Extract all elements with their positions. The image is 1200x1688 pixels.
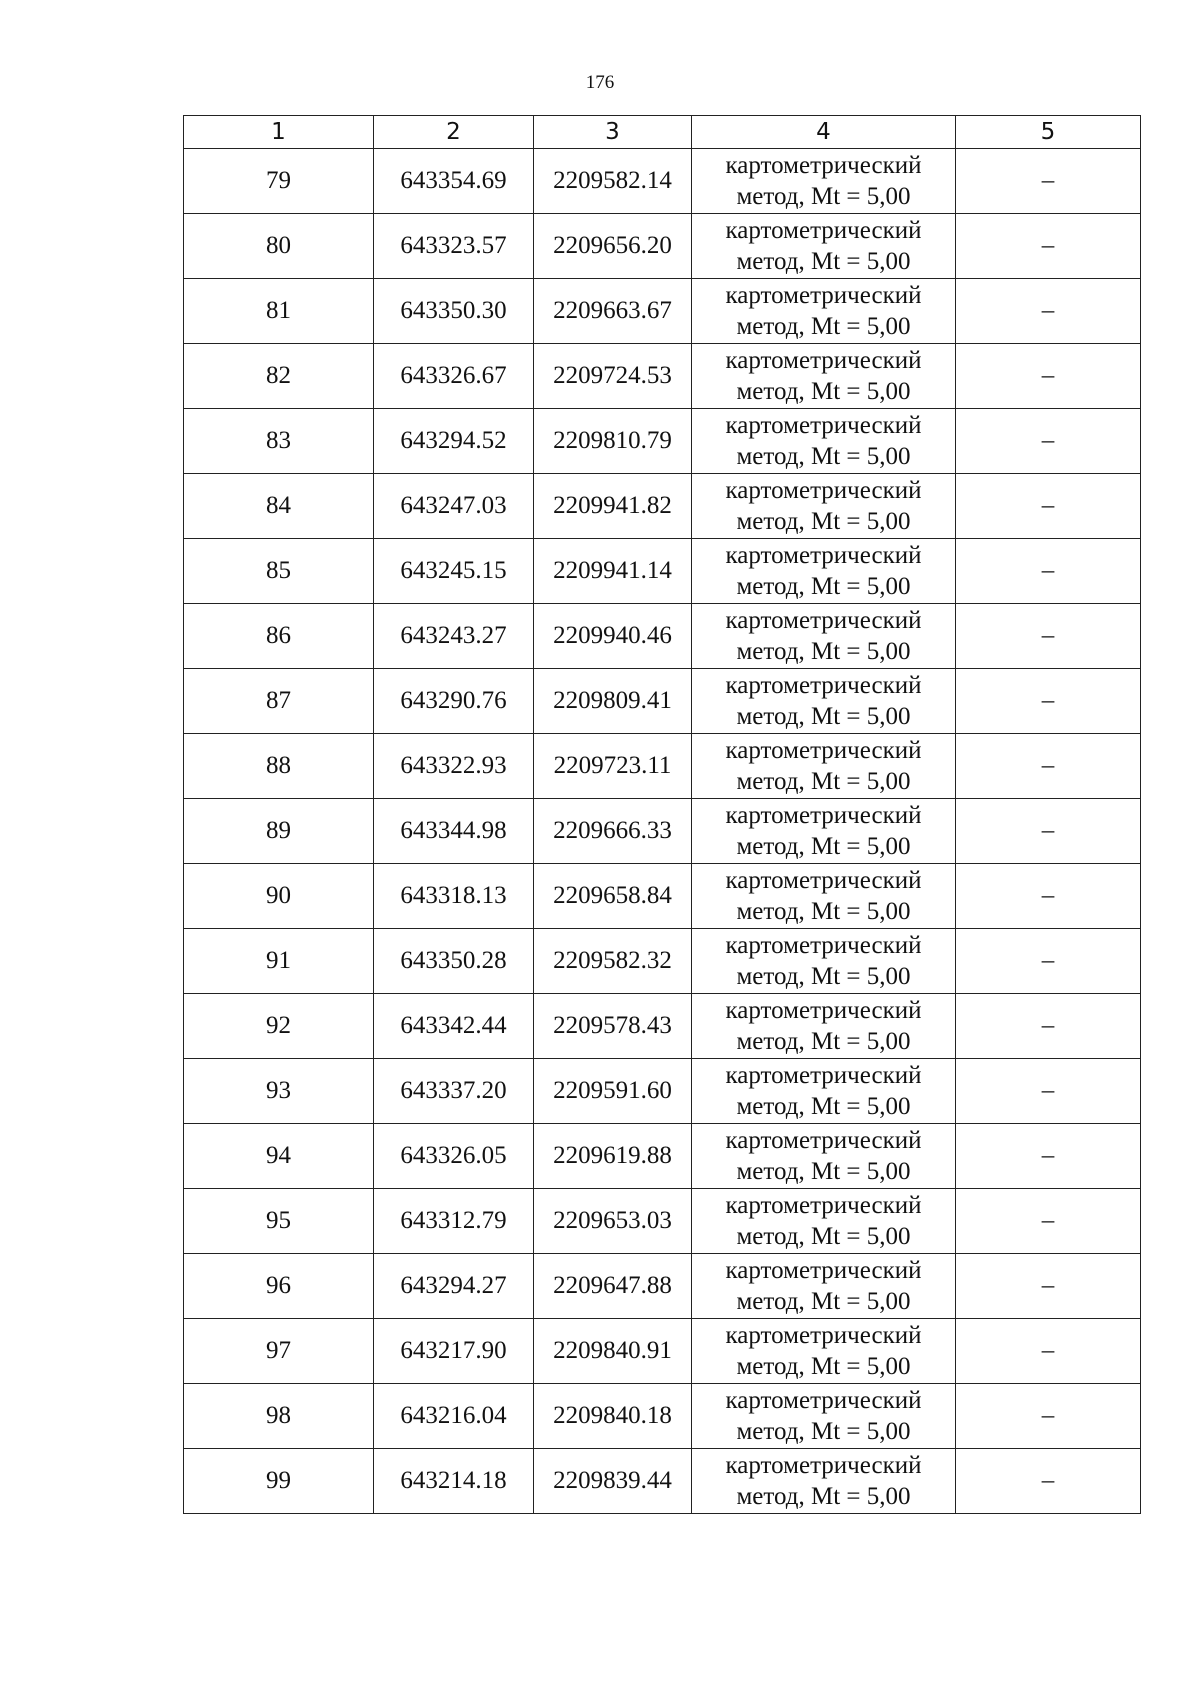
method-line-1: картометрический [725, 217, 922, 244]
header-cell-1: 1 [184, 116, 374, 149]
point-number-cell: 87 [184, 669, 374, 734]
y-coordinate-cell: 2209647.88 [534, 1254, 692, 1319]
note-cell: – [956, 149, 1141, 214]
note-cell: – [956, 929, 1141, 994]
method-line-2: метод, Mt = 5,00 [736, 1288, 911, 1315]
table-header [184, 116, 1141, 149]
note-cell: – [956, 1384, 1141, 1449]
method-cell [692, 409, 956, 474]
method-cell [692, 1254, 956, 1319]
method-cell [692, 604, 956, 669]
method-line-1: картометрический [725, 1192, 922, 1219]
table-row [184, 1319, 1141, 1384]
point-number-cell: 90 [184, 864, 374, 929]
y-coordinate-cell: 2209724.53 [534, 344, 692, 409]
method-line-2: метод, Mt = 5,00 [736, 1158, 911, 1185]
table-row [184, 1384, 1141, 1449]
y-coordinate-cell: 2209653.03 [534, 1189, 692, 1254]
note-cell: – [956, 1319, 1141, 1384]
x-coordinate-cell: 643344.98 [374, 799, 534, 864]
note-cell: – [956, 604, 1141, 669]
x-coordinate-cell: 643326.67 [374, 344, 534, 409]
header-cell-5: 5 [956, 116, 1141, 149]
method-line-2: метод, Mt = 5,00 [736, 898, 911, 925]
y-coordinate-cell: 2209656.20 [534, 214, 692, 279]
point-number-cell: 84 [184, 474, 374, 539]
method-line-2: метод, Mt = 5,00 [736, 443, 911, 470]
x-coordinate-cell: 643350.28 [374, 929, 534, 994]
method-line-1: картометрический [725, 1257, 922, 1284]
method-line-1: картометрический [725, 1322, 922, 1349]
method-line-1: картометрический [725, 282, 922, 309]
method-line-1: картометрический [725, 867, 922, 894]
table-row [184, 604, 1141, 669]
header-row [184, 116, 1141, 149]
table-row [184, 149, 1141, 214]
method-line-2: метод, Mt = 5,00 [736, 1093, 911, 1120]
note-cell: – [956, 1189, 1141, 1254]
method-line-1: картометрический [725, 477, 922, 504]
note-cell: – [956, 669, 1141, 734]
point-number-cell: 91 [184, 929, 374, 994]
y-coordinate-cell: 2209809.41 [534, 669, 692, 734]
method-line-1: картометрический [725, 1062, 922, 1089]
y-coordinate-cell: 2209941.14 [534, 539, 692, 604]
method-line-2: метод, Mt = 5,00 [736, 638, 911, 665]
method-cell [692, 864, 956, 929]
y-coordinate-cell: 2209810.79 [534, 409, 692, 474]
point-number-cell: 97 [184, 1319, 374, 1384]
method-line-2: метод, Mt = 5,00 [736, 573, 911, 600]
point-number-cell: 83 [184, 409, 374, 474]
note-cell: – [956, 864, 1141, 929]
method-cell [692, 149, 956, 214]
point-number-cell: 98 [184, 1384, 374, 1449]
x-coordinate-cell: 643216.04 [374, 1384, 534, 1449]
point-number-cell: 89 [184, 799, 374, 864]
method-line-1: картометрический [725, 1127, 922, 1154]
y-coordinate-cell: 2209658.84 [534, 864, 692, 929]
method-cell [692, 1059, 956, 1124]
table-body [184, 149, 1141, 1514]
method-line-2: метод, Mt = 5,00 [736, 1028, 911, 1055]
table-row [184, 1059, 1141, 1124]
table-row [184, 539, 1141, 604]
method-cell [692, 1189, 956, 1254]
table-row [184, 474, 1141, 539]
method-cell [692, 1124, 956, 1189]
table-row [184, 669, 1141, 734]
page-number: 176 [585, 72, 615, 93]
point-number-cell: 85 [184, 539, 374, 604]
x-coordinate-cell: 643318.13 [374, 864, 534, 929]
method-line-1: картометрический [725, 152, 922, 179]
table-row [184, 279, 1141, 344]
method-line-2: метод, Mt = 5,00 [736, 248, 911, 275]
table-row [184, 1189, 1141, 1254]
point-number-cell: 86 [184, 604, 374, 669]
coordinates-table-container [183, 115, 1140, 1514]
method-line-1: картометрический [725, 607, 922, 634]
x-coordinate-cell: 643243.27 [374, 604, 534, 669]
point-number-cell: 79 [184, 149, 374, 214]
method-cell [692, 929, 956, 994]
table-row [184, 929, 1141, 994]
method-line-1: картометрический [725, 802, 922, 829]
y-coordinate-cell: 2209723.11 [534, 734, 692, 799]
table-row [184, 1254, 1141, 1319]
method-line-2: метод, Mt = 5,00 [736, 378, 911, 405]
x-coordinate-cell: 643354.69 [374, 149, 534, 214]
note-cell: – [956, 1059, 1141, 1124]
method-line-1: картометрический [725, 542, 922, 569]
table-row [184, 994, 1141, 1059]
table-row [184, 799, 1141, 864]
x-coordinate-cell: 643245.15 [374, 539, 534, 604]
y-coordinate-cell: 2209582.32 [534, 929, 692, 994]
note-cell: – [956, 344, 1141, 409]
y-coordinate-cell: 2209840.18 [534, 1384, 692, 1449]
method-line-2: метод, Mt = 5,00 [736, 1483, 911, 1510]
point-number-cell: 93 [184, 1059, 374, 1124]
method-line-1: картометрический [725, 412, 922, 439]
x-coordinate-cell: 643294.52 [374, 409, 534, 474]
table-row [184, 214, 1141, 279]
x-coordinate-cell: 643312.79 [374, 1189, 534, 1254]
point-number-cell: 88 [184, 734, 374, 799]
method-line-2: метод, Mt = 5,00 [736, 1353, 911, 1380]
table-row [184, 1449, 1141, 1514]
method-line-2: метод, Mt = 5,00 [736, 963, 911, 990]
method-line-1: картометрический [725, 932, 922, 959]
method-cell [692, 1319, 956, 1384]
x-coordinate-cell: 643214.18 [374, 1449, 534, 1514]
note-cell: – [956, 409, 1141, 474]
y-coordinate-cell: 2209578.43 [534, 994, 692, 1059]
table-row [184, 344, 1141, 409]
method-cell [692, 279, 956, 344]
note-cell: – [956, 799, 1141, 864]
point-number-cell: 95 [184, 1189, 374, 1254]
method-line-1: картометрический [725, 1452, 922, 1479]
y-coordinate-cell: 2209839.44 [534, 1449, 692, 1514]
point-number-cell: 81 [184, 279, 374, 344]
method-line-2: метод, Mt = 5,00 [736, 833, 911, 860]
method-cell [692, 474, 956, 539]
note-cell: – [956, 1449, 1141, 1514]
point-number-cell: 82 [184, 344, 374, 409]
coordinates-table [183, 115, 1141, 1514]
method-cell [692, 1384, 956, 1449]
y-coordinate-cell: 2209582.14 [534, 149, 692, 214]
x-coordinate-cell: 643247.03 [374, 474, 534, 539]
note-cell: – [956, 1254, 1141, 1319]
y-coordinate-cell: 2209840.91 [534, 1319, 692, 1384]
header-cell-4: 4 [692, 116, 956, 149]
point-number-cell: 96 [184, 1254, 374, 1319]
note-cell: – [956, 734, 1141, 799]
x-coordinate-cell: 643294.27 [374, 1254, 534, 1319]
method-cell [692, 734, 956, 799]
header-cell-3: 3 [534, 116, 692, 149]
y-coordinate-cell: 2209663.67 [534, 279, 692, 344]
method-line-1: картометрический [725, 737, 922, 764]
x-coordinate-cell: 643337.20 [374, 1059, 534, 1124]
method-line-2: метод, Mt = 5,00 [736, 508, 911, 535]
note-cell: – [956, 474, 1141, 539]
table-row [184, 734, 1141, 799]
y-coordinate-cell: 2209591.60 [534, 1059, 692, 1124]
x-coordinate-cell: 643290.76 [374, 669, 534, 734]
x-coordinate-cell: 643326.05 [374, 1124, 534, 1189]
y-coordinate-cell: 2209666.33 [534, 799, 692, 864]
note-cell: – [956, 279, 1141, 344]
x-coordinate-cell: 643217.90 [374, 1319, 534, 1384]
table-row [184, 1124, 1141, 1189]
method-line-1: картометрический [725, 997, 922, 1024]
point-number-cell: 99 [184, 1449, 374, 1514]
method-cell [692, 669, 956, 734]
method-line-2: метод, Mt = 5,00 [736, 1418, 911, 1445]
point-number-cell: 80 [184, 214, 374, 279]
method-line-1: картометрический [725, 672, 922, 699]
note-cell: – [956, 1124, 1141, 1189]
table-row [184, 864, 1141, 929]
method-line-2: метод, Mt = 5,00 [736, 703, 911, 730]
x-coordinate-cell: 643323.57 [374, 214, 534, 279]
header-cell-2: 2 [374, 116, 534, 149]
note-cell: – [956, 214, 1141, 279]
x-coordinate-cell: 643322.93 [374, 734, 534, 799]
y-coordinate-cell: 2209941.82 [534, 474, 692, 539]
method-cell [692, 539, 956, 604]
method-line-1: картометрический [725, 347, 922, 374]
x-coordinate-cell: 643350.30 [374, 279, 534, 344]
method-cell [692, 344, 956, 409]
method-line-2: метод, Mt = 5,00 [736, 183, 911, 210]
note-cell: – [956, 539, 1141, 604]
method-line-2: метод, Mt = 5,00 [736, 1223, 911, 1250]
method-cell [692, 1449, 956, 1514]
method-cell [692, 214, 956, 279]
y-coordinate-cell: 2209940.46 [534, 604, 692, 669]
method-cell [692, 799, 956, 864]
point-number-cell: 94 [184, 1124, 374, 1189]
table-row [184, 409, 1141, 474]
method-cell [692, 994, 956, 1059]
point-number-cell: 92 [184, 994, 374, 1059]
x-coordinate-cell: 643342.44 [374, 994, 534, 1059]
method-line-1: картометрический [725, 1387, 922, 1414]
y-coordinate-cell: 2209619.88 [534, 1124, 692, 1189]
note-cell: – [956, 994, 1141, 1059]
method-line-2: метод, Mt = 5,00 [736, 768, 911, 795]
method-line-2: метод, Mt = 5,00 [736, 313, 911, 340]
